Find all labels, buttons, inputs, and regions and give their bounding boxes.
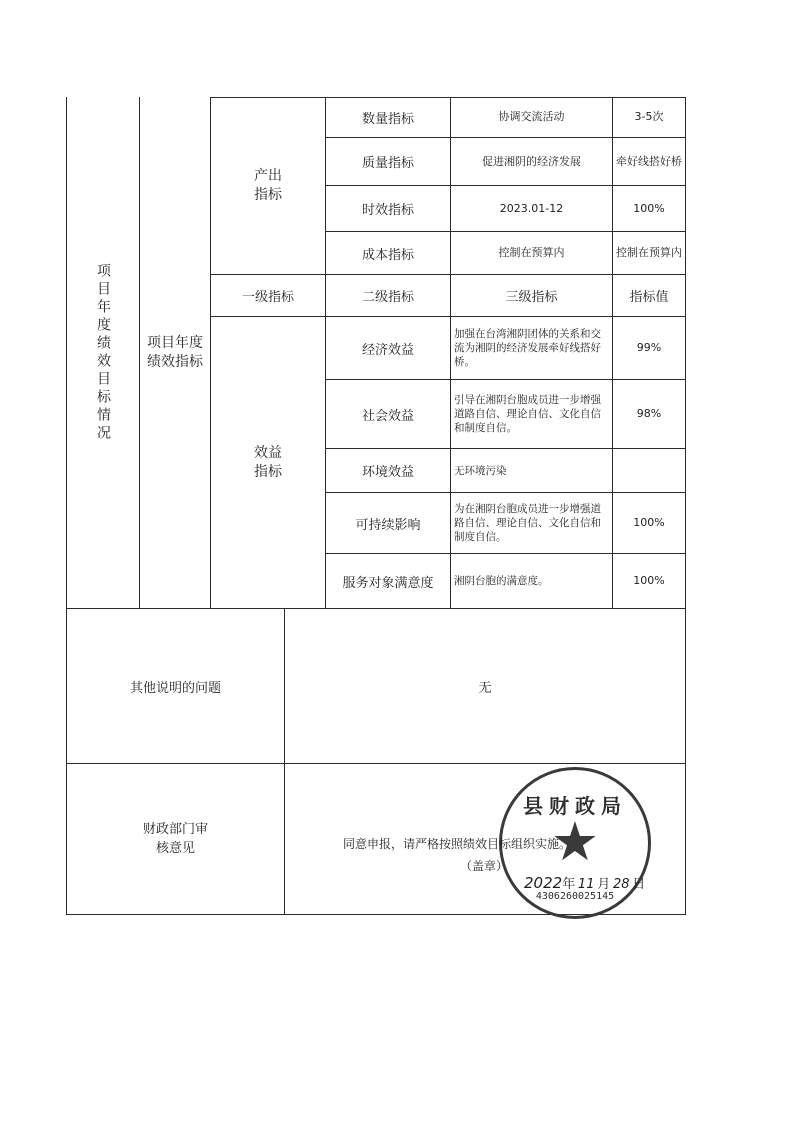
date-year: 2022: [524, 874, 563, 892]
output-label: 产出指标: [254, 167, 282, 203]
sub-label: 项目年度绩效指标: [147, 334, 203, 370]
output-value-3: 100%: [633, 201, 665, 215]
seal-note: （盖章）: [460, 859, 509, 873]
output-tertiary-2: 促进湘阴的经济发展: [482, 154, 581, 168]
output-secondary-4: 成本指标: [361, 247, 414, 263]
benefit-value-4: 100%: [633, 516, 665, 529]
header-level3: 三级指标: [505, 290, 558, 305]
benefit-secondary-1: 经济效益: [361, 342, 414, 358]
output-secondary-1: 数量指标: [361, 111, 414, 127]
other-label: 其他说明的问题: [129, 680, 221, 696]
stamp-text: 县财政局: [523, 794, 627, 818]
benefit-label: 效益指标: [254, 444, 282, 480]
date-month-unit: 月: [597, 877, 611, 892]
benefit-value-1: 99%: [636, 341, 662, 354]
finance-date: [524, 873, 645, 892]
output-secondary-3: 时效指标: [361, 203, 414, 218]
benefit-tertiary-1: 加强在台湾湘阴团体的关系和交流为湘阴的经济发展牵好线搭好桥。: [454, 328, 601, 368]
benefit-tertiary-5: 湘阴台胞的满意度。: [454, 575, 549, 587]
star-icon: ★: [550, 810, 600, 873]
benefit-value-3: [613, 449, 685, 492]
output-tertiary-1: 协调交流活动: [498, 110, 565, 123]
output-label-wrap: [211, 97, 325, 274]
finance-label: 财政部门审核意见: [142, 822, 208, 856]
header-level2: 二级指标: [361, 290, 414, 305]
left-label: 项目年度绩效目标情况: [95, 262, 111, 443]
benefit-secondary-2: 社会效益: [361, 408, 414, 424]
benefit-value-5: 100%: [633, 574, 665, 587]
sub-label-wrap: [140, 97, 210, 608]
benefit-tertiary-3: 无环境污染: [454, 464, 507, 477]
header-value: 指标值: [629, 290, 669, 305]
other-value: 无: [478, 680, 492, 696]
benefit-value-2: 98%: [636, 407, 662, 420]
benefit-secondary-5: 服务对象满意度: [342, 575, 434, 591]
output-value-1: 3-5次: [634, 110, 664, 123]
benefit-tertiary-4: 为在湘阴台胞成员进一步增强道路自信、理论自信、文化自信和制度自信。: [454, 503, 601, 543]
output-value-4: 控制在预算内: [616, 246, 682, 259]
output-value-2: 牵好线搭好桥: [616, 154, 682, 168]
date-month: 11: [577, 877, 595, 892]
output-tertiary-3: 2023.01-12: [499, 201, 564, 215]
border-right: [685, 97, 686, 915]
stamp-code: 4306260025145: [535, 891, 615, 902]
date-day-unit: 日: [632, 877, 646, 892]
benefit-tertiary-2: 引导在湘阴台胞成员进一步增强道路自信、理论自信、文化自信和制度自信。: [454, 394, 601, 434]
benefit-label-wrap: [211, 317, 325, 608]
finance-label-wrap: [67, 764, 284, 914]
finance-text: 同意申报，请严格按照绩效目标组织实施。: [343, 837, 572, 851]
date-year-unit: 年: [562, 877, 576, 892]
output-secondary-2: 质量指标: [361, 156, 414, 171]
benefit-secondary-3: 环境效益: [361, 465, 414, 480]
header-level1: 一级指标: [241, 290, 294, 305]
benefit-secondary-4: 可持续影响: [355, 517, 421, 533]
output-tertiary-4: 控制在预算内: [498, 246, 565, 259]
date-day: 28: [612, 877, 630, 892]
